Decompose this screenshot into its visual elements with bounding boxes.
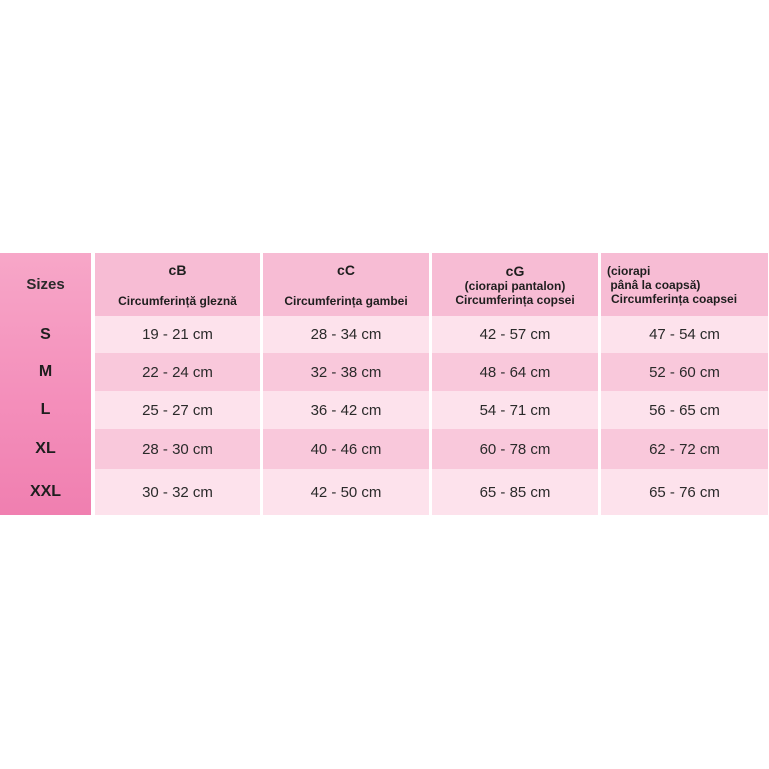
- table-cell: 25 - 27 cm: [142, 401, 213, 419]
- size-label: L: [40, 401, 51, 418]
- table-cell: 47 - 54 cm: [649, 326, 720, 343]
- table-cell: 56 - 65 cm: [649, 401, 720, 419]
- column-label: Circumferința gambei: [284, 293, 408, 308]
- column-code: cC: [337, 261, 355, 278]
- header-calf: [263, 253, 429, 316]
- column-code: cB: [168, 261, 187, 278]
- table-cell: 22 - 24 cm: [142, 363, 213, 381]
- size-label: XXL: [29, 483, 62, 500]
- table-cell: 28 - 30 cm: [142, 440, 213, 458]
- header-thigh-stockings: [601, 253, 768, 316]
- column-note: (ciorapi pantalon): [464, 278, 566, 293]
- table-cell: 54 - 71 cm: [479, 401, 551, 419]
- table-cell: 52 - 60 cm: [649, 363, 720, 381]
- table-cell: 19 - 21 cm: [142, 326, 213, 343]
- table-cell: 32 - 38 cm: [310, 363, 382, 381]
- size-label: XL: [35, 440, 56, 457]
- table-cell: 40 - 46 cm: [310, 440, 382, 458]
- size-label: S: [40, 325, 51, 343]
- table-cell: 48 - 64 cm: [479, 363, 551, 381]
- size-label: M: [38, 363, 53, 380]
- table-cell: 28 - 34 cm: [310, 326, 382, 343]
- table-cell: 62 - 72 cm: [649, 440, 720, 458]
- column-label: Circumferința copsei: [455, 292, 575, 307]
- table-cell: 30 - 32 cm: [142, 483, 213, 501]
- column-label: Circumferința coapsei: [611, 291, 738, 306]
- column-code: cG: [505, 262, 525, 279]
- sizes-header: Sizes: [26, 276, 65, 293]
- size-chart-table: [0, 253, 768, 515]
- table-cell: 65 - 85 cm: [479, 483, 551, 501]
- column-label: Circumferință gleznă: [118, 293, 237, 308]
- column-note: (ciorapi pânâ la coapsă): [607, 263, 701, 292]
- table-cell: 65 - 76 cm: [649, 483, 720, 501]
- table-cell: 42 - 50 cm: [310, 483, 382, 501]
- table-cell: 42 - 57 cm: [479, 326, 551, 343]
- header-thigh-pantyhose: [432, 253, 598, 316]
- table-cell: 36 - 42 cm: [310, 401, 382, 419]
- header-ankle: [95, 253, 260, 316]
- table-cell: 60 - 78 cm: [479, 440, 551, 458]
